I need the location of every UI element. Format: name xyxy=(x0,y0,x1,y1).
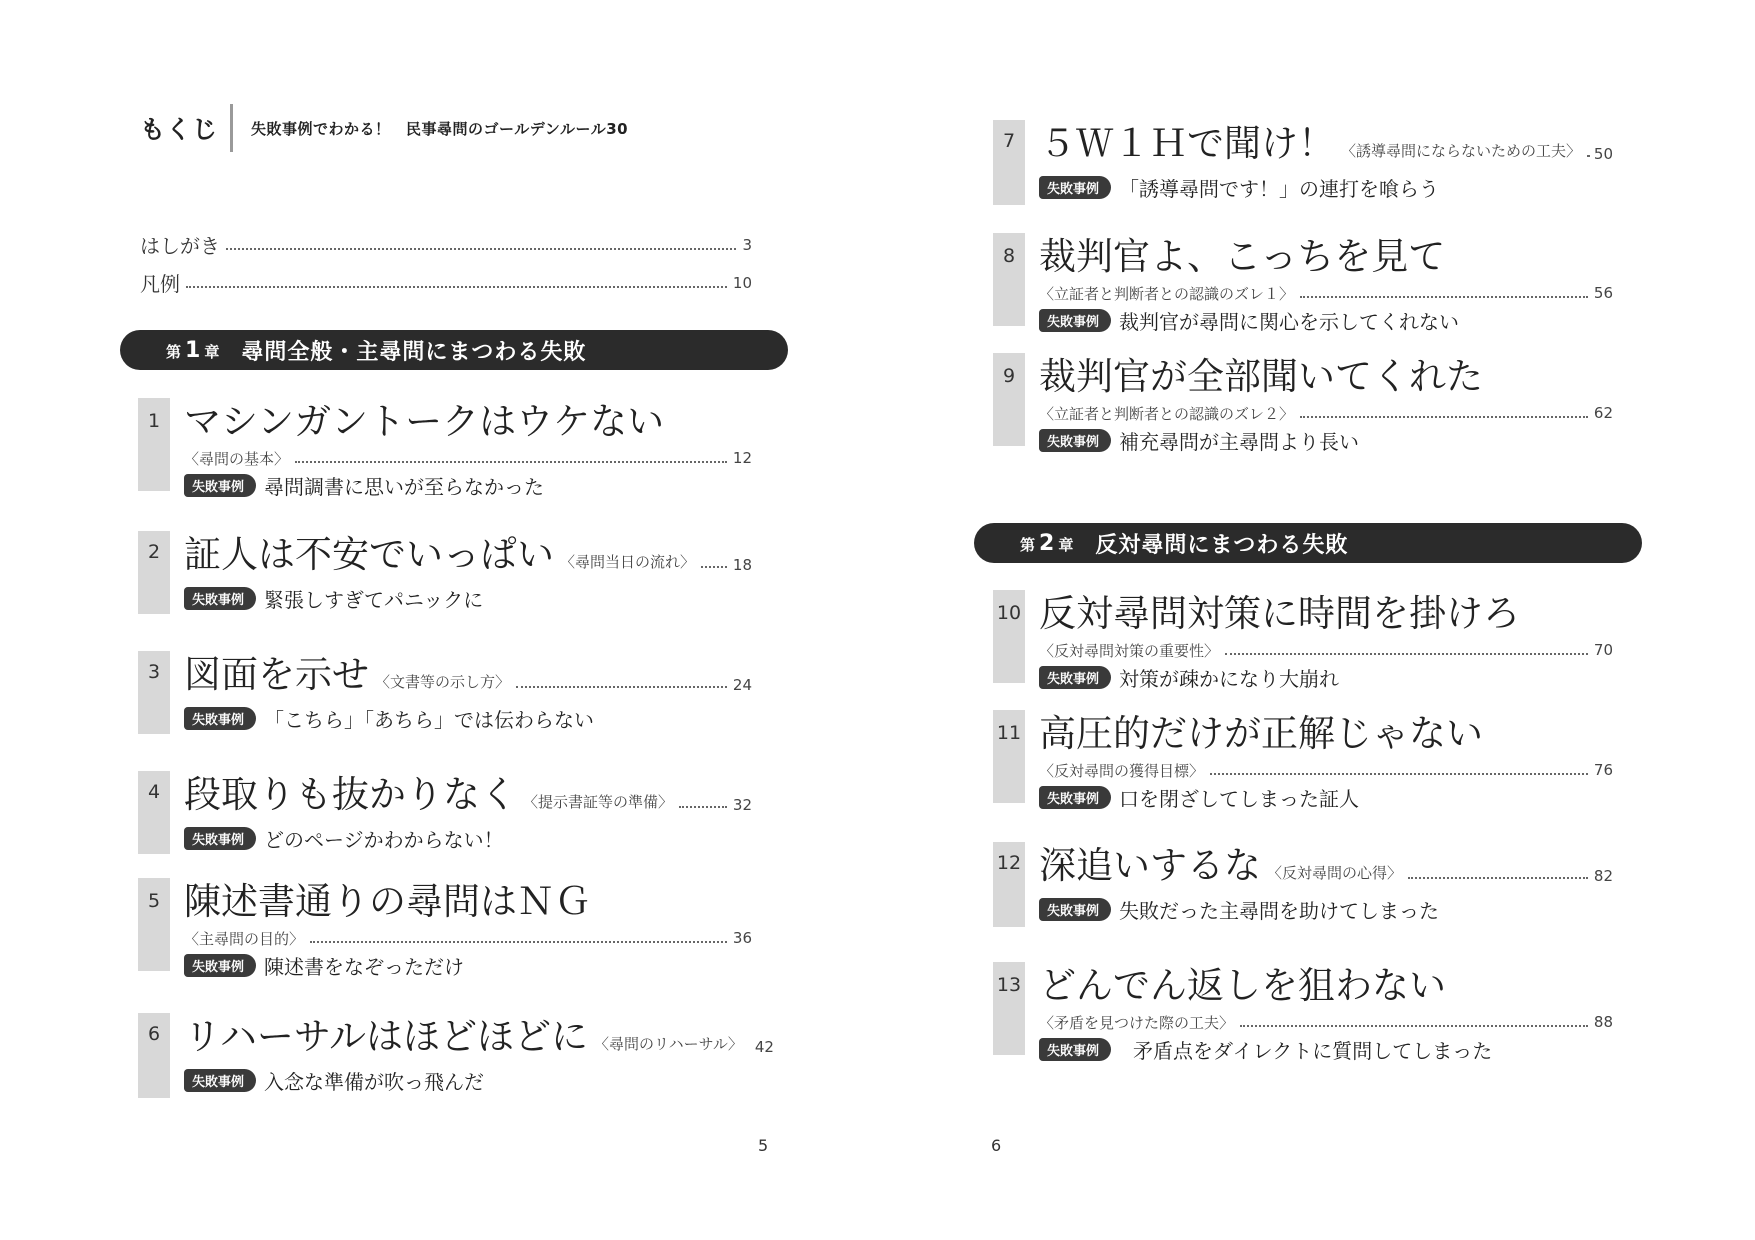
chapter-label xyxy=(1020,531,1073,556)
page-number: 88 xyxy=(1593,1013,1613,1031)
page-number: 18 xyxy=(732,556,752,574)
failure-case-text: 緊張しすぎてパニックに xyxy=(264,587,484,612)
failure-case-text: 「誘導尋問です！」の連打を喰らう xyxy=(1119,176,1440,201)
entry-subtitle: 〈誘導尋問にならないための工夫〉 xyxy=(1341,142,1582,160)
leader-dots xyxy=(1210,773,1588,775)
book-title: 失敗事例でわかる！ 民事尋問のゴールデンルール30 xyxy=(251,119,629,138)
failure-case-text: 陳述書をなぞっただけ xyxy=(264,954,465,979)
front-matter-legend[interactable] xyxy=(140,268,752,297)
leader-dots xyxy=(1240,1025,1588,1027)
failure-case-text: 裁判官が尋問に関心を示してくれない xyxy=(1119,309,1460,334)
failure-case-badge: 失敗事例 xyxy=(1039,786,1111,809)
failure-case-text: 口を閉ざしてしまった証人 xyxy=(1119,786,1360,811)
failure-case-text: 入念な準備が吹っ飛んだ xyxy=(264,1069,485,1094)
entry-subtitle: 〈文書等の示し方〉 xyxy=(375,673,511,691)
chapter-number: 2 xyxy=(1039,530,1055,556)
entry-subtitle: 〈矛盾を見つけた際の工夫〉 xyxy=(1039,1013,1235,1032)
page-folio-right: 6 xyxy=(991,1136,1002,1155)
page-number: 56 xyxy=(1593,284,1613,302)
entry-subtitle: 〈提示書証等の準備〉 xyxy=(523,793,674,811)
page-number: 50 xyxy=(1593,145,1613,163)
leader-dots xyxy=(1300,416,1588,418)
entry-number: 2 xyxy=(147,541,161,563)
page-number: 32 xyxy=(732,796,752,814)
failure-case-badge: 失敗事例 xyxy=(184,827,256,850)
left-page xyxy=(0,0,877,1240)
leader-dots xyxy=(516,686,727,688)
entry-title: どんでん返しを狙わない xyxy=(1039,964,1446,1007)
failure-case-badge: 失敗事例 xyxy=(1039,176,1111,199)
entry-number: 3 xyxy=(147,661,161,683)
failure-case-text: 補充尋問が主尋問より長い xyxy=(1119,429,1360,454)
entry-number: 12 xyxy=(996,852,1022,874)
failure-case-badge: 失敗事例 xyxy=(1039,898,1111,921)
page-number: 82 xyxy=(1593,867,1613,885)
failure-case-badge: 失敗事例 xyxy=(1039,1038,1111,1061)
page-number: 76 xyxy=(1593,761,1613,779)
entry-number: 11 xyxy=(996,722,1022,744)
leader-dots xyxy=(310,941,727,943)
entry-subtitle: 〈尋問のリハーサル〉 xyxy=(594,1035,743,1053)
page-number: 24 xyxy=(732,676,752,694)
leader-dots xyxy=(1587,155,1588,157)
entry-title: 図面を示せ xyxy=(184,653,369,696)
leader-dots xyxy=(186,286,727,288)
failure-case-badge: 失敗事例 xyxy=(184,707,256,730)
page-number: 12 xyxy=(732,449,752,467)
entry-subtitle: 〈立証者と判断者との認識のズレ１〉 xyxy=(1039,284,1295,303)
entry-number: 1 xyxy=(147,410,161,432)
entry-number: 10 xyxy=(996,602,1022,624)
failure-case-badge: 失敗事例 xyxy=(184,474,256,497)
failure-case-badge: 失敗事例 xyxy=(184,954,256,977)
entry-title: 証人は不安でいっぱい xyxy=(184,533,554,576)
failure-case-text: 「こちら」「あちら」では伝わらない xyxy=(264,707,595,732)
leader-dots xyxy=(295,461,727,463)
chapter-title: 尋問全般・主尋問にまつわる失敗 xyxy=(241,339,587,365)
entry-number: 13 xyxy=(996,974,1022,996)
failure-case-text: 尋問調書に思いが至らなかった xyxy=(264,474,545,499)
entry-subtitle: 〈主尋問の目的〉 xyxy=(184,929,305,948)
toc-header xyxy=(140,104,628,152)
page-number: 42 xyxy=(754,1038,774,1056)
entry-number: 7 xyxy=(1002,130,1016,152)
leader-dots xyxy=(679,806,727,808)
page-number: 70 xyxy=(1593,641,1613,659)
entry-subtitle: 〈反対尋問の獲得目標〉 xyxy=(1039,761,1205,780)
entry-number: 4 xyxy=(147,781,161,803)
front-matter-preface[interactable] xyxy=(140,230,752,259)
entry-number: 8 xyxy=(1002,245,1016,267)
entry-subtitle: 〈反対尋問対策の重要性〉 xyxy=(1039,641,1220,660)
entry-title: リハーサルはほどほどに xyxy=(184,1015,589,1058)
entry-number: 9 xyxy=(1002,365,1016,387)
page-number: 10 xyxy=(732,273,752,292)
chapter-heading-1 xyxy=(120,330,788,370)
entry-title: 陳述書通りの尋問はＮＧ xyxy=(184,880,591,923)
entry-title: 深追いするな xyxy=(1039,844,1261,887)
entry-subtitle: 〈反対尋問の心得〉 xyxy=(1267,864,1403,882)
chapter-suffix: 章 xyxy=(1058,535,1074,554)
failure-case-text: 矛盾点をダイレクトに質問してしまった xyxy=(1133,1038,1493,1063)
entry-title: 段取りも抜かりなく xyxy=(184,773,517,816)
failure-case-badge: 失敗事例 xyxy=(184,1069,256,1092)
chapter-heading-2 xyxy=(974,523,1642,563)
entry-title: マシンガントークはウケない xyxy=(184,400,665,443)
leader-dots xyxy=(1225,653,1588,655)
leader-dots xyxy=(1408,877,1588,879)
chapter-label xyxy=(166,338,219,363)
entry-number: 6 xyxy=(147,1023,161,1045)
front-matter-label: はしがき xyxy=(140,234,220,258)
chapter-title: 反対尋問にまつわる失敗 xyxy=(1095,532,1349,558)
leader-dots xyxy=(701,566,727,568)
toc-heading: もくじ xyxy=(140,115,219,144)
entry-subtitle: 〈尋問の基本〉 xyxy=(184,449,290,468)
chapter-prefix: 第 xyxy=(166,342,182,361)
front-matter-label: 凡例 xyxy=(140,272,180,296)
page-folio-left: 5 xyxy=(758,1136,769,1155)
page-number: 62 xyxy=(1593,404,1613,422)
leader-dots xyxy=(226,248,736,250)
entry-title: 反対尋問対策に時間を掛けろ xyxy=(1039,592,1520,635)
failure-case-text: 失敗だった主尋問を助けてしまった xyxy=(1119,898,1440,923)
failure-case-text: どのページかわからない！ xyxy=(264,827,504,852)
chapter-number: 1 xyxy=(185,337,201,363)
entry-title: 高圧的だけが正解じゃない xyxy=(1039,712,1483,755)
header-divider xyxy=(230,104,233,152)
right-page xyxy=(877,0,1755,1240)
failure-case-badge: 失敗事例 xyxy=(1039,429,1111,452)
page-number: 36 xyxy=(732,929,752,947)
failure-case-badge: 失敗事例 xyxy=(1039,666,1111,689)
entry-title: 裁判官が全部聞いてくれた xyxy=(1039,355,1483,398)
failure-case-badge: 失敗事例 xyxy=(184,587,256,610)
failure-case-badge: 失敗事例 xyxy=(1039,309,1111,332)
entry-subtitle: 〈尋問当日の流れ〉 xyxy=(560,553,696,571)
chapter-prefix: 第 xyxy=(1020,535,1036,554)
chapter-suffix: 章 xyxy=(204,342,220,361)
entry-number: 5 xyxy=(147,890,161,912)
entry-subtitle: 〈立証者と判断者との認識のズレ２〉 xyxy=(1039,404,1295,423)
entry-title: 裁判官よ、こっちを見て xyxy=(1039,235,1446,278)
entry-title: ５Ｗ１Ｈで聞け！ xyxy=(1039,122,1335,165)
failure-case-text: 対策が疎かになり大崩れ xyxy=(1119,666,1340,691)
page-number: 3 xyxy=(742,235,752,254)
leader-dots xyxy=(1300,296,1588,298)
